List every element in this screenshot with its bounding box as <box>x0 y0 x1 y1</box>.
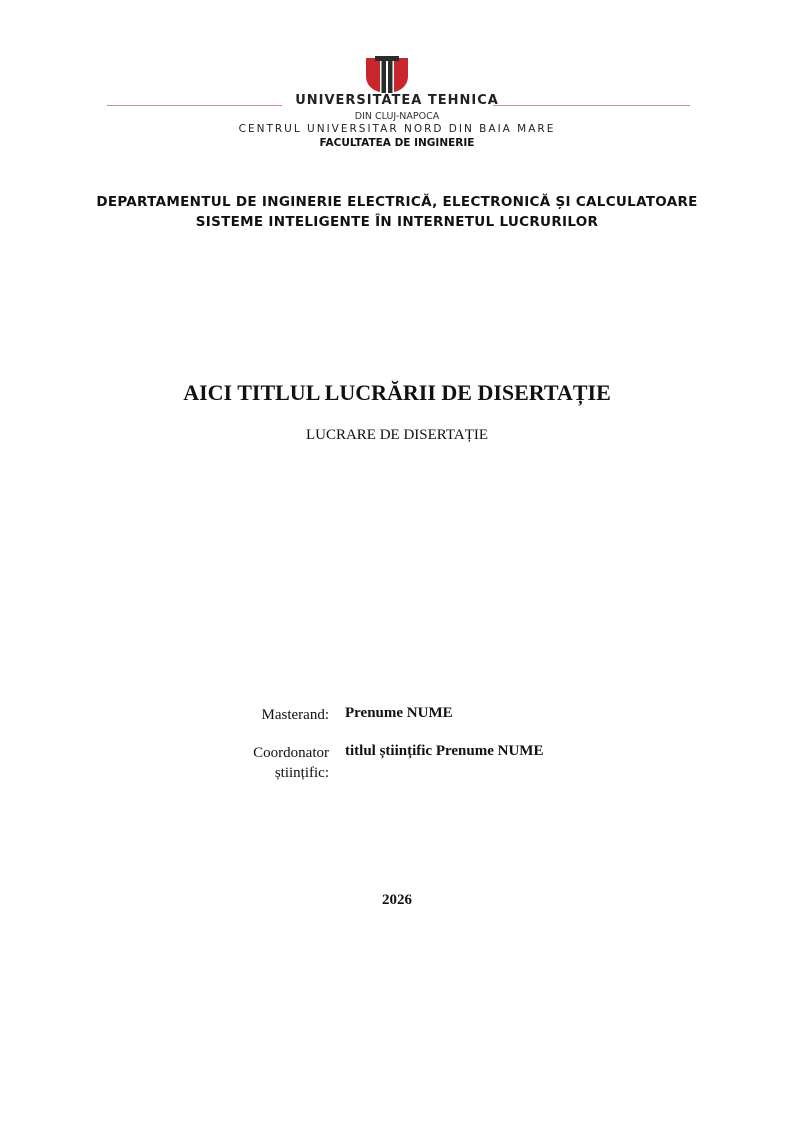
university-center: CENTRUL UNIVERSITAR NORD DIN BAIA MARE <box>238 123 556 135</box>
advisor-name: titlul științific Prenume NUME <box>345 743 544 759</box>
thesis-title: AICI TITLUL LUCRĂRII DE DISERTAȚIE <box>183 380 611 405</box>
faculty-name: FACULTATEA DE INGINERIE <box>319 137 475 149</box>
thesis-type: LUCRARE DE DISERTAȚIE <box>305 427 489 443</box>
student-label: Masterand: <box>261 707 329 723</box>
advisor-label-line1: Coordonator <box>253 745 329 761</box>
shield-logo-icon <box>365 56 409 94</box>
university-logo <box>365 56 409 94</box>
university-name: UNIVERSITATEA TEHNICA <box>295 93 499 108</box>
university-city: DIN CLUJ-NAPOCA <box>354 111 440 122</box>
department-name: DEPARTAMENTUL DE INGINERIE ELECTRICĂ, ELECTRONICĂ ȘI CALCULATOARE <box>96 194 698 210</box>
year: 2026 <box>382 892 412 908</box>
advisor-label-line2: științific: <box>274 765 329 781</box>
program-name: SISTEME INTELIGENTE ÎN INTERNETUL LUCRURILOR <box>195 214 599 230</box>
student-name: Prenume NUME <box>345 705 453 721</box>
